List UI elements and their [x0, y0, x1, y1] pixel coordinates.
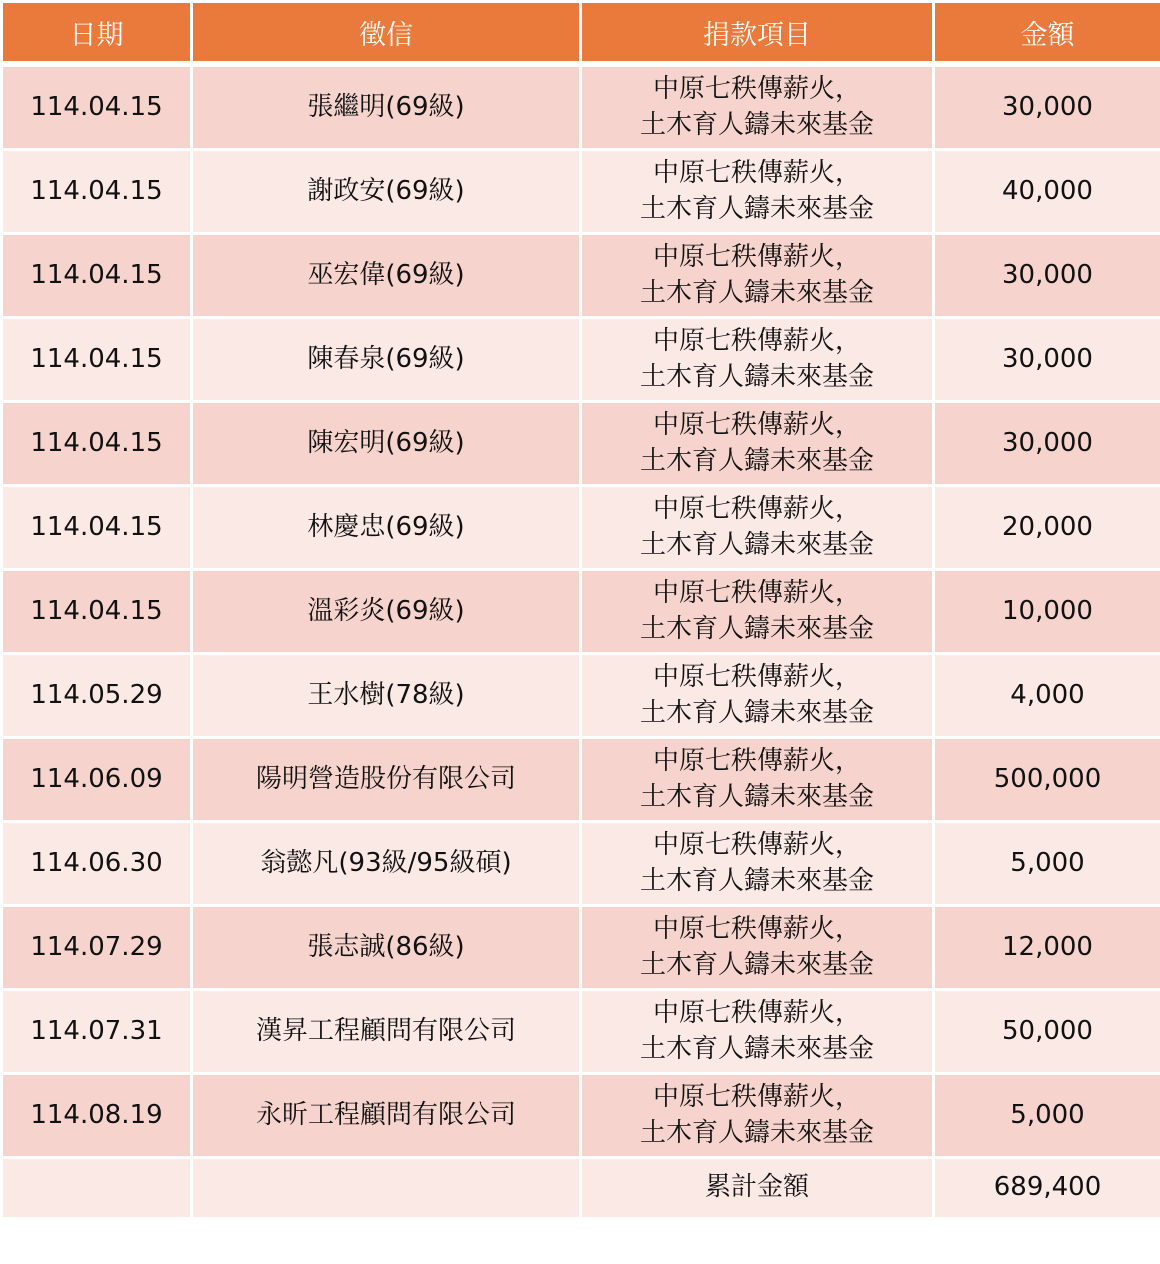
project-line-1: 中原七秩傳薪火， [652, 158, 861, 189]
project-line-1: 中原七秩傳薪火， [652, 494, 861, 525]
project-line-1: 中原七秩傳薪火， [652, 1082, 861, 1113]
cell-date: 114.04.15 [2, 64, 192, 150]
header-amount: 金額 [934, 2, 1160, 65]
cell-project [581, 64, 934, 150]
cell-date: 114.05.29 [2, 654, 192, 738]
project-line-2: 土木育人鑄未來基金 [639, 361, 874, 392]
cell-project [581, 906, 934, 990]
cell-amount: 12,000 [934, 906, 1160, 990]
table-row [2, 486, 1160, 570]
project-line-1: 中原七秩傳薪火， [652, 242, 861, 273]
project-line-2: 土木育人鑄未來基金 [639, 1117, 874, 1148]
cell-amount: 500,000 [934, 738, 1160, 822]
cell-amount: 4,000 [934, 654, 1160, 738]
cell-date: 114.04.15 [2, 402, 192, 486]
total-empty-date [2, 1158, 192, 1219]
table-row [2, 906, 1160, 990]
table-row [2, 990, 1160, 1074]
cell-project [581, 486, 934, 570]
cell-project [581, 738, 934, 822]
cell-date: 114.07.31 [2, 990, 192, 1074]
cell-date: 114.06.30 [2, 822, 192, 906]
project-line-2: 土木育人鑄未來基金 [639, 613, 874, 644]
table-row [2, 234, 1160, 318]
project-line-2: 土木育人鑄未來基金 [639, 445, 874, 476]
cell-project [581, 654, 934, 738]
cell-amount: 5,000 [934, 1074, 1160, 1158]
table-row [2, 822, 1160, 906]
project-line-1: 中原七秩傳薪火， [652, 74, 861, 105]
cell-amount: 30,000 [934, 402, 1160, 486]
header-date: 日期 [2, 2, 192, 65]
project-line-1: 中原七秩傳薪火， [652, 410, 861, 441]
cell-project [581, 1074, 934, 1158]
project-line-1: 中原七秩傳薪火， [652, 746, 861, 777]
table-row [2, 570, 1160, 654]
cell-amount: 30,000 [934, 234, 1160, 318]
project-line-2: 土木育人鑄未來基金 [639, 697, 874, 728]
project-line-1: 中原七秩傳薪火， [652, 578, 861, 609]
cell-donor: 陽明營造股份有限公司 [192, 738, 581, 822]
table-row [2, 1074, 1160, 1158]
cell-donor: 陳春泉(69級) [192, 318, 581, 402]
cell-project [581, 402, 934, 486]
project-line-1: 中原七秩傳薪火， [652, 830, 861, 861]
cell-amount: 30,000 [934, 64, 1160, 150]
cell-donor: 陳宏明(69級) [192, 402, 581, 486]
cell-project [581, 150, 934, 234]
cell-amount: 40,000 [934, 150, 1160, 234]
project-line-2: 土木育人鑄未來基金 [639, 109, 874, 140]
total-empty-donor [192, 1158, 581, 1219]
total-amount: 689,400 [934, 1158, 1160, 1219]
cell-date: 114.04.15 [2, 486, 192, 570]
cell-project [581, 234, 934, 318]
project-line-1: 中原七秩傳薪火， [652, 662, 861, 693]
total-row [2, 1158, 1160, 1219]
project-line-2: 土木育人鑄未來基金 [639, 949, 874, 980]
cell-project [581, 570, 934, 654]
project-line-2: 土木育人鑄未來基金 [639, 781, 874, 812]
cell-amount: 30,000 [934, 318, 1160, 402]
cell-donor: 謝政安(69級) [192, 150, 581, 234]
project-line-2: 土木育人鑄未來基金 [639, 277, 874, 308]
cell-donor: 王水樹(78級) [192, 654, 581, 738]
table-row [2, 64, 1160, 150]
header-project: 捐款項目 [581, 2, 934, 65]
project-line-1: 中原七秩傳薪火， [652, 326, 861, 357]
project-line-1: 中原七秩傳薪火， [652, 914, 861, 945]
project-line-2: 土木育人鑄未來基金 [639, 529, 874, 560]
cell-date: 114.04.15 [2, 234, 192, 318]
cell-donor: 林慶忠(69級) [192, 486, 581, 570]
project-line-2: 土木育人鑄未來基金 [639, 1033, 874, 1064]
cell-donor: 永昕工程顧問有限公司 [192, 1074, 581, 1158]
cell-donor: 張志誠(86級) [192, 906, 581, 990]
cell-project [581, 318, 934, 402]
table-row [2, 150, 1160, 234]
total-label: 累計金額 [581, 1158, 934, 1219]
cell-date: 114.08.19 [2, 1074, 192, 1158]
table-body [2, 64, 1160, 1219]
cell-date: 114.04.15 [2, 150, 192, 234]
cell-date: 114.07.29 [2, 906, 192, 990]
cell-donor: 溫彩炎(69級) [192, 570, 581, 654]
cell-project [581, 822, 934, 906]
project-line-2: 土木育人鑄未來基金 [639, 193, 874, 224]
cell-donor: 漢昇工程顧問有限公司 [192, 990, 581, 1074]
project-line-1: 中原七秩傳薪火， [652, 998, 861, 1029]
cell-date: 114.04.15 [2, 570, 192, 654]
header-row [2, 2, 1160, 65]
cell-date: 114.06.09 [2, 738, 192, 822]
cell-amount: 20,000 [934, 486, 1160, 570]
table-row [2, 402, 1160, 486]
header-donor: 徵信 [192, 2, 581, 65]
cell-donor: 翁懿凡(93級/95級碩) [192, 822, 581, 906]
table-row [2, 654, 1160, 738]
cell-amount: 10,000 [934, 570, 1160, 654]
cell-donor: 張繼明(69級) [192, 64, 581, 150]
project-line-2: 土木育人鑄未來基金 [639, 865, 874, 896]
cell-date: 114.04.15 [2, 318, 192, 402]
table-row [2, 738, 1160, 822]
cell-amount: 5,000 [934, 822, 1160, 906]
cell-donor: 巫宏偉(69級) [192, 234, 581, 318]
cell-project [581, 990, 934, 1074]
table-row [2, 318, 1160, 402]
cell-amount: 50,000 [934, 990, 1160, 1074]
